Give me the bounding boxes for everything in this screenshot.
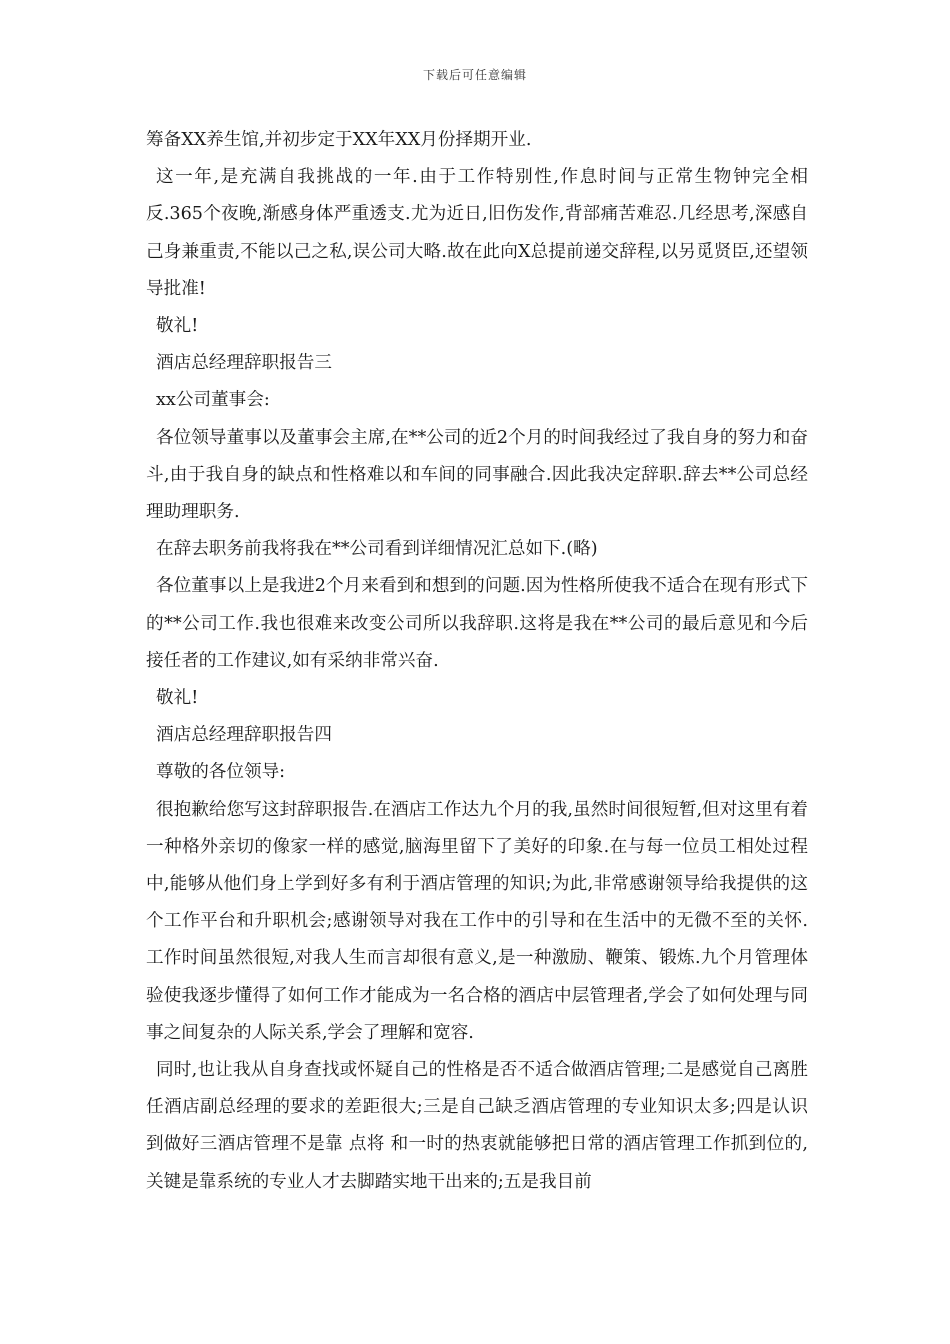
paragraph-reason: 这一年,是充满自我挑战的一年.由于工作特别性,作息时间与正常生物钟完全相反.365个夜晚,渐感身体严重透支.尤为近日,旧伤发作,背部痛苦难忍.几经思考,深感自己身兼重责,不能以己之私,误公司大略.故在此向X总提前递交辞程,以另觅贤臣,还望领导批准!: [146, 167, 808, 299]
paragraph-body: 各位领导董事以及董事会主席,在**公司的近2个月的时间我经过了我自身的努力和奋斗,由于我自身的缺点和性格难以和车间的同事融合.因此我决定辞职.辞去**公司总经理助理职务.: [146, 427, 808, 523]
paragraph-body: 很抱歉给您写这封辞职报告.在酒店工作达九个月的我,虽然时间很短暂,但对这里有着一种格外亲切的像家一样的感觉,脑海里留下了美好的印象.在与每一位员工相处过程中,能够从他们身上学到好多有利于酒店管理的知识;为此,非常感谢领导给我提供的这个工作平台和升职机会;感谢领导对我在工作中的引导和在生活中的无微不至的关怀.工作时间虽然很短,对我人生而言却很有意义,是一种激励、鞭策、锻炼.九个月管理体验使我逐步懂得了如何工作才能成为一名合格的酒店中层管理者,学会了如何处理与同事之间复杂的人际关系,学会了理解和宽容.: [146, 799, 808, 1043]
paragraph-body: 在辞去职务前我将我在**公司看到详细情况汇总如下.(略): [156, 539, 598, 560]
section-title: 酒店总经理辞职报告四: [156, 725, 332, 746]
paragraph-addressee: 尊敬的各位领导:: [156, 762, 286, 783]
document-body: [146, 122, 808, 1201]
page-header: 下载后可任意编辑: [422, 68, 527, 82]
paragraph-salutation: 敬礼!: [156, 316, 199, 337]
paragraph-opening: 筹备XX养生馆,并初步定于XX年XX月份择期开业.: [146, 130, 532, 150]
paragraph-body: 同时,也让我从自身查找或怀疑自己的性格是否不适合做酒店管理;二是感觉自己离胜任酒店副总经理的要求的差距很大;三是自己缺乏酒店管理的专业知识太多;四是认识到做好三酒店管理不是靠 点将 和一时的热衷就能够把日常的酒店管理工作抓到位的,关键是靠系统的专业人才去脚踏实地干出来的;五是我目前: [146, 1060, 808, 1192]
paragraph-salutation: 敬礼!: [156, 688, 199, 709]
section-title: 酒店总经理辞职报告三: [156, 353, 332, 374]
paragraph-body: 各位董事以上是我进2个月来看到和想到的问题.因为性格所使我不适合在现有形式下的**公司工作.我也很难来改变公司所以我辞职.这将是我在**公司的最后意见和今后接任者的工作建议,如有采纳非常兴奋.: [146, 576, 808, 671]
paragraph-addressee: xx公司董事会:: [156, 390, 270, 411]
